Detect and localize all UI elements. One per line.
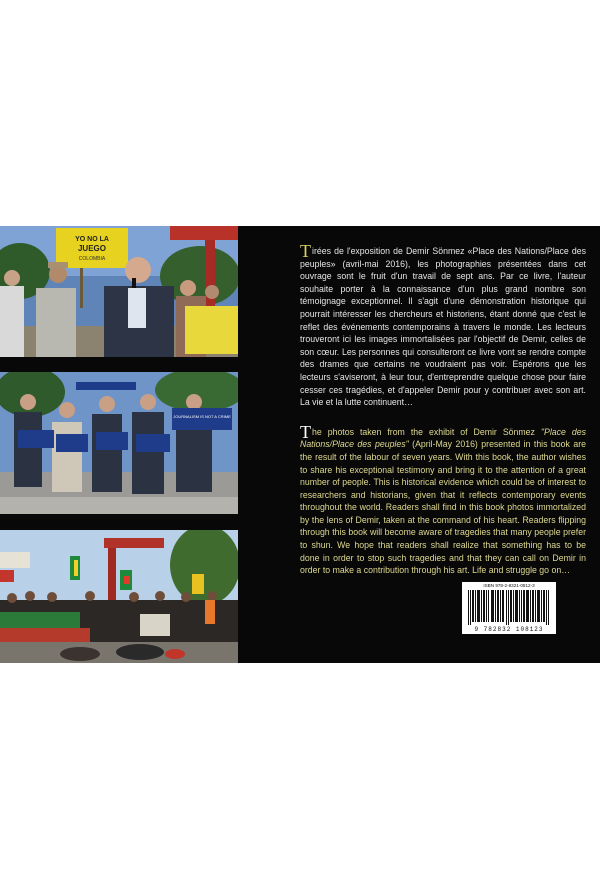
back-cover-text [300,241,586,577]
sign-text-1: YO NO LA [75,236,109,243]
placard-text: JOURNALISM IS NOT A CRIME [173,414,231,419]
photo-speaker-with-microphone [0,226,238,357]
english-text-before-title: he photos taken from the exhibit of Demir Sönmez [312,426,541,437]
french-dropcap: T [300,241,311,261]
isbn-barcode [462,582,556,634]
photo-group-with-placards [0,372,238,514]
sign-text-3: COLOMBIA [78,256,106,262]
barcode-bars [468,590,550,625]
sign-text-2: JUEGO [77,244,107,253]
french-text: irées de l'exposition de Demir Sönmez «Place des Nations/Place des peuples» (avril-mai 2016), les photographies présentées dans cet ouvrage sont le fruit d'un travail de sept ans. Par ce livre, l'auteur souhaite porter à la connaissance d'un plus grand nombre son témoignage exceptionnel. Il s'agit d'une démonstration historique qui pourrait intéresser les chercheurs et historiens, étant donné que c'est le reflet des événements contemporains à travers le monde. Les lecteurs trouveront ici les images immortalisées par l'objectif de Demir, celles de son cœur. Les personnes qui consulteront ce livre vont se rendre compte des drames que certains ne voudraient pas voir. Espérons que les lecteurs s'aviseront, à leur tour, d'entreprendre quelque chose pour faire cesser ces tragédies, et d'appeler Demir pour y contribuer avec son art. La vie et la lutte continuent… [300,246,586,408]
french-description [300,241,586,409]
book-back-cover [0,226,600,663]
isbn-label: ISBN 978-2-8321-0812-3 [483,583,535,588]
barcode-digits: 9 782832 108123 [474,626,544,633]
english-description [300,421,586,577]
photo-crowd-with-flags [0,530,238,663]
english-dropcap: T [300,421,311,442]
exhibit-title: "Place des Nations/Place des peuples" [300,426,586,450]
english-text-after-title: (April-May 2016) presented in this book are the result of the labour of seven years. With this book, the author wishes to share his exceptional testimony and bring it to the attention of a great number of people. This is historical evidence which could be of interest to researchers and historians, given that it reflects contemporary events throughout the world. Readers shall find in this book photos immortalized by the lens of Demir, taken at the command of his heart. Readers flipping through this book will become aware of tragedies that many people prefer to shun. We hope that readers shall realize that something has to be done in order to stop such tragedies and that they can call on Demir in order to make a contribution through his art. Life and struggle go on… [300,439,586,576]
